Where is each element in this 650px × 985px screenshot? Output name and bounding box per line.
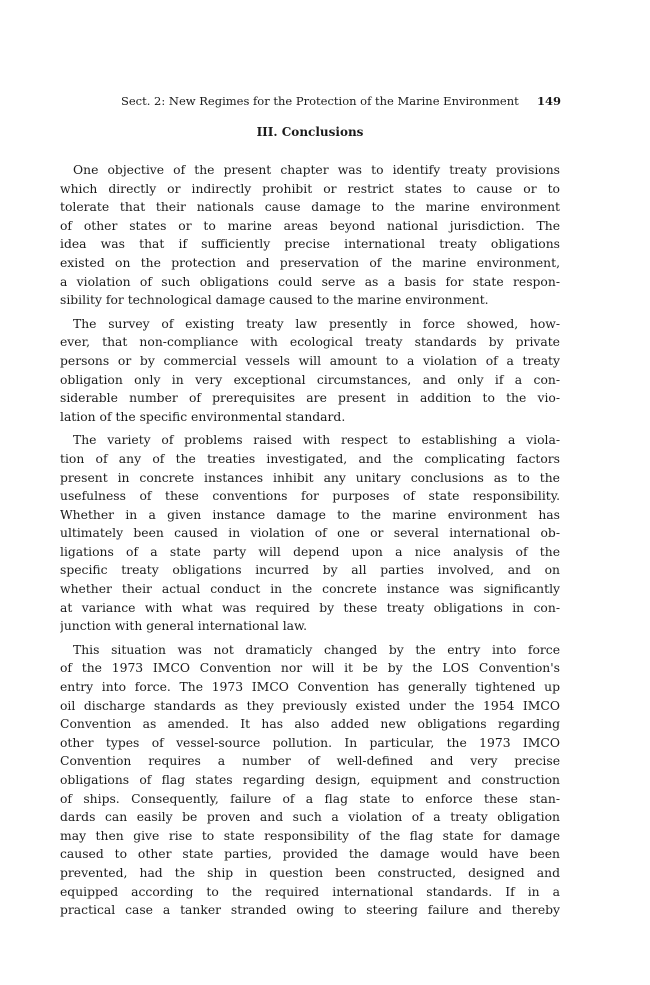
text-line: present in concrete instances inhibit any unitary conclusions as to the bbox=[60, 470, 560, 485]
text-line: oil discharge standards as they previously existed under the 1954 IMCO bbox=[60, 698, 560, 713]
text-line: obligation only in very exceptional circumstances, and only if a con- bbox=[60, 372, 560, 387]
text-line: whether their actual conduct in the concrete instance was significantly bbox=[60, 582, 560, 597]
text-line: prevented, had the ship in question been constructed, designed and bbox=[60, 865, 560, 880]
text-line: specific treaty obligations incurred by all parties involved, and on bbox=[60, 563, 560, 578]
text-line: One objective of the present chapter was to identify treaty provisions bbox=[73, 163, 560, 177]
text-line: ligations of a state party will depend upon a nice analysis of the bbox=[60, 544, 560, 559]
text-line: Whether in a given instance damage to the marine environment has bbox=[60, 507, 560, 522]
text-line: ever, that non-compliance with ecological treaty standards by private bbox=[60, 335, 560, 350]
text-line: equipped according to the required international standards. If in a bbox=[60, 884, 560, 899]
page-number: 149 bbox=[536, 94, 561, 108]
paragraph bbox=[60, 161, 560, 310]
text-line: The variety of problems raised with respect to establishing a viola- bbox=[73, 433, 560, 448]
text-line: idea was that if sufficiently precise international treaty obligations bbox=[60, 237, 560, 252]
text-line: The survey of existing treaty law presently in force showed, how- bbox=[73, 316, 560, 331]
text-line: entry into force. The 1973 IMCO Convention has generally tightened up bbox=[60, 680, 560, 695]
text-line: persons or by commercial vessels will amount to a violation of a treaty bbox=[60, 353, 560, 368]
text-line: Convention requires a number of well-defined and very precise bbox=[60, 754, 560, 769]
text-line: of ships. Consequently, failure of a flag state to enforce these stan- bbox=[60, 791, 560, 806]
text-line: tion of any of the treaties investigated, and the complicating factors bbox=[60, 451, 560, 466]
text-line: a violation of such obligations could serve as a basis for state respon- bbox=[60, 274, 560, 289]
text-line: dards can easily be proven and such a violation of a treaty obligation bbox=[60, 810, 560, 825]
text-line: which directly or indirectly prohibit or restrict states to cause or to bbox=[60, 181, 560, 196]
text-line: Convention as amended. It has also added new obligations regarding bbox=[60, 717, 560, 732]
text-line: junction with general international law. bbox=[60, 619, 308, 634]
text-line: other types of vessel-source pollution. In particular, the 1973 IMCO bbox=[60, 735, 560, 750]
text-line: caused to other state parties, provided the damage would have been bbox=[60, 847, 560, 862]
running-head-title: Sect. 2: New Regimes for the Protection of the Marine Environment bbox=[121, 94, 519, 108]
section-heading: III. Conclusions bbox=[256, 125, 364, 139]
text-line: usefulness of these conventions for purposes of state responsibility. bbox=[60, 489, 560, 504]
text-line: tolerate that their nationals cause damage to the marine environment bbox=[60, 200, 560, 215]
text-line: ultimately been caused in violation of one or several international ob- bbox=[60, 526, 560, 541]
text-line: of the 1973 IMCO Convention nor will it be by the LOS Convention's bbox=[60, 661, 560, 676]
text-line: of other states or to marine areas beyond national jurisdiction. The bbox=[60, 218, 560, 233]
paragraph bbox=[60, 641, 560, 920]
text-line: existed on the protection and preservation of the marine environment, bbox=[60, 255, 560, 270]
text-line: obligations of flag states regarding design, equipment and construction bbox=[60, 773, 560, 787]
text-line: practical case a tanker stranded owing to steering failure and thereby bbox=[60, 903, 560, 918]
text-line: siderable number of prerequisites are present in addition to the vio- bbox=[60, 391, 560, 406]
text-line: at variance with what was required by these treaty obligations in con- bbox=[60, 600, 560, 615]
text-line: This situation was not dramaticly changed by the entry into force bbox=[73, 642, 560, 657]
body-text bbox=[60, 161, 560, 925]
text-line: may then give rise to state responsibility of the flag state for damage bbox=[60, 828, 560, 843]
text-line: sibility for technological damage caused to the marine environment. bbox=[60, 293, 489, 308]
text-line: lation of the specific environmental standard. bbox=[60, 409, 346, 424]
book-page bbox=[60, 0, 560, 985]
paragraph bbox=[60, 315, 560, 427]
paragraph bbox=[60, 431, 560, 636]
